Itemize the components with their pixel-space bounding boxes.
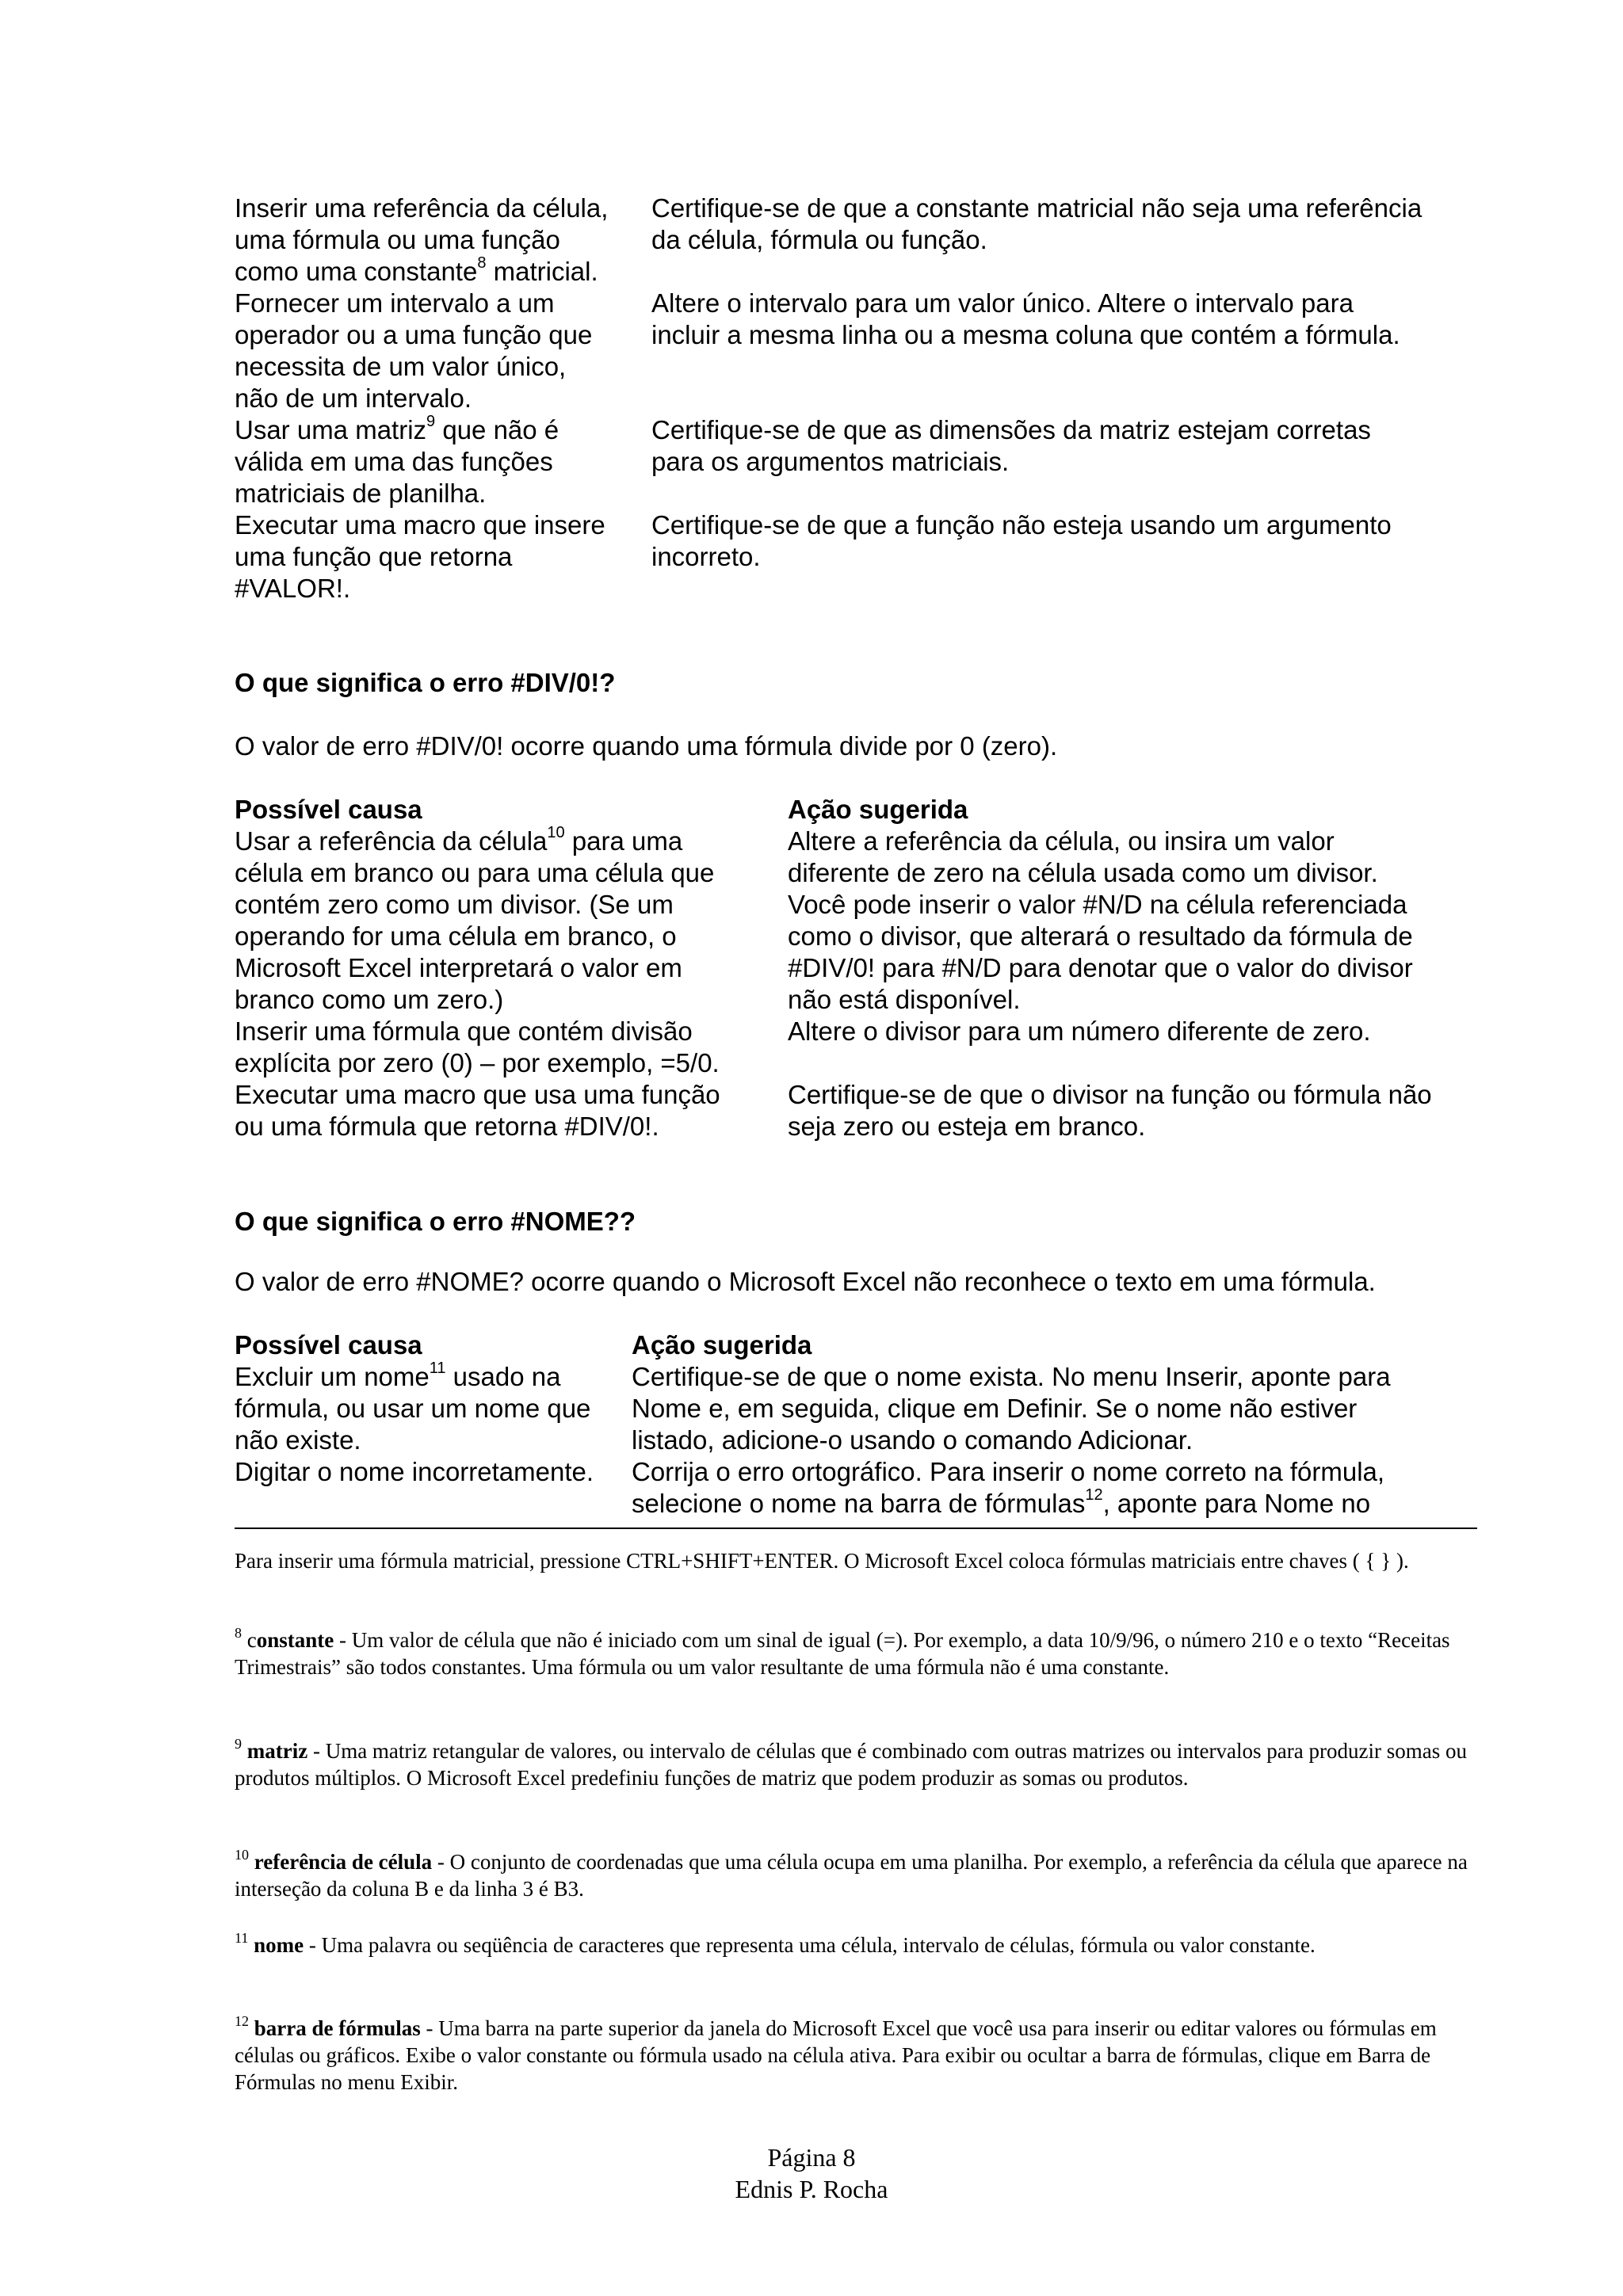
table-row-4-cause: Executar uma macro que insere uma função que retorna #VALOR!.: [235, 510, 605, 603]
footnote-11: [235, 1932, 1487, 1958]
table-row-2-action: Altere o intervalo para um valor único. Altere o intervalo para incluir a mesma linha ou a mesma coluna que contém a fórmula.: [651, 288, 1400, 349]
footnote-term: onstante: [256, 1628, 334, 1652]
footnote-10: [235, 1848, 1487, 1902]
div0-action-3: Certifique-se de que o divisor na função ou fórmula não seja zero ou esteja em branco.: [788, 1080, 1432, 1141]
table-row-1-action: Certifique-se de que a constante matricial não seja uma referência da célula, fórmula ou função.: [651, 193, 1423, 254]
action-text: Corrija o erro ortográfico. Para inserir o nome correto na fórmula, selecione o nome na barra de fórmulas: [632, 1457, 1385, 1518]
footnote-text: - O conjunto de coordenadas que uma célula ocupa em uma planilha. Por exemplo, a referência da célula que aparece na interseção da coluna B e da linha 3 é B3.: [235, 1850, 1468, 1901]
footnote-number: 10: [235, 1847, 249, 1863]
nome-cause-1: [235, 1361, 631, 1456]
table-row-4-action: Certifique-se de que a função não esteja usando um argumento incorreto.: [651, 510, 1392, 571]
footnote-term-lead: c: [246, 1628, 257, 1652]
footnote-text: - Uma matriz retangular de valores, ou intervalo de células que é combinado com outras matrizes ou intervalos para produzir somas ou produtos múltiplos. O Microsoft Excel predefiniu funções de matriz que podem produzir as somas ou produtos.: [235, 1739, 1467, 1790]
cause-text-tail: matricial.: [486, 257, 598, 286]
table-row-3-action: Certifique-se de que as dimensões da matriz estejam corretas para os argumentos matriciais.: [651, 415, 1371, 476]
footnote-ref: 12: [1085, 1486, 1103, 1504]
cause-text-tail: que não é válida em uma das funções matriciais de planilha.: [235, 415, 559, 508]
div0-cause-3: Executar uma macro que usa uma função ou uma fórmula que retorna #DIV/0!.: [235, 1080, 720, 1141]
section-heading-nome: O que significa o erro #NOME??: [235, 1207, 636, 1236]
footnote-term: barra de fórmulas: [254, 2016, 421, 2040]
footnote-12: [235, 2015, 1487, 2096]
column-header-action: Ação sugerida: [632, 1330, 812, 1360]
section-intro-div0: O valor de erro #DIV/0! ocorre quando uma fórmula divide por 0 (zero).: [235, 731, 1058, 761]
footnote-number: 12: [235, 2013, 249, 2029]
nome-action-1: Certifique-se de que o nome exista. No menu Inserir, aponte para Nome e, em seguida, clique em Definir. Se o nome não estiver listado, adicione-o usando o comando Adicionar.: [632, 1362, 1391, 1455]
footnote-text: - Uma palavra ou seqüência de caracteres que representa uma célula, intervalo de células, fórmula ou valor constante.: [304, 1933, 1316, 1957]
footnote-ref: 10: [547, 824, 565, 841]
footnote-term: nome: [254, 1933, 304, 1957]
footnote-8: [235, 1627, 1487, 1680]
column-header-cause: Possível causa: [235, 795, 422, 824]
div0-cause-2: Inserir uma fórmula que contém divisão explícita por zero (0) – por exemplo, =5/0.: [235, 1016, 720, 1077]
cause-text-tail: usado na fórmula, ou usar um nome que não existe.: [235, 1362, 591, 1455]
footnote-term: referência de célula: [254, 1850, 433, 1874]
nome-action-2: [632, 1456, 1495, 1520]
footnote-ref: 11: [429, 1360, 446, 1377]
page-number: Página 8: [767, 2143, 856, 2172]
footnote-ref: 9: [426, 413, 436, 430]
author-name: Ednis P. Rocha: [735, 2175, 888, 2203]
table-row-3-cause: [235, 414, 647, 509]
footnote-ref: 8: [477, 254, 487, 272]
footnote-9: [235, 1737, 1487, 1791]
section-heading-div0: O que significa o erro #DIV/0!?: [235, 668, 616, 697]
action-text-tail: , aponte para Nome no: [1102, 1489, 1371, 1518]
div0-action-1: Altere a referência da célula, ou insira um valor diferente de zero na célula usada como um divisor. Você pode inserir o valor #N/D na célula referenciada como o divisor, que alterará o resultado da fórmula de #DIV/0! para #N/D para denotar que o valor do divisor não está disponível.: [788, 826, 1413, 1014]
footnote-text: - Um valor de célula que não é iniciado com um sinal de igual (=). Por exemplo, a data 10/9/96, o número 210 e o texto “Receitas Trimestrais” são todos constantes. Uma fórmula ou um valor resultante de uma fórmula não é uma constante.: [235, 1628, 1450, 1679]
column-header-action: Ação sugerida: [788, 795, 968, 824]
cause-text-tail: para uma célula em branco ou para uma célula que contém zero como um divisor. (Se um operando for uma célula em branco, o Microsoft Excel interpretará o valor em branco como um zero.): [235, 826, 715, 1014]
footnote-number: 8: [235, 1625, 242, 1641]
footnote-term: matriz: [246, 1739, 308, 1763]
table-row-2-cause: Fornecer um intervalo a um operador ou a uma função que necessita de um valor único, não de um intervalo.: [235, 288, 593, 413]
div0-cause-1: [235, 826, 781, 1016]
footnote-text: - Uma barra na parte superior da janela do Microsoft Excel que você usa para inserir ou editar valores ou fórmulas em células ou gráficos. Exibe o valor constante ou fórmula usado na célula ativa. Para exibir ou ocultar a barra de fórmulas, clique em Barra de Fórmulas no menu Exibir.: [235, 2016, 1437, 2094]
footnote-continuation: Para inserir uma fórmula matricial, pressione CTRL+SHIFT+ENTER. O Microsoft Excel coloca fórmulas matriciais entre chaves ( { } ).: [235, 1549, 1409, 1573]
nome-cause-2: Digitar o nome incorretamente.: [235, 1457, 594, 1486]
table-row-1-cause: [235, 193, 647, 288]
footnote-number: 9: [235, 1736, 242, 1752]
cause-text: Inserir uma referência da célula, uma fórmula ou uma função como uma constante: [235, 193, 609, 286]
cause-text: Usar a referência da célula: [235, 826, 548, 856]
column-header-cause: Possível causa: [235, 1330, 422, 1360]
footnote-separator: [235, 1527, 1477, 1529]
cause-text: Usar uma matriz: [235, 415, 427, 444]
section-intro-nome: O valor de erro #NOME? ocorre quando o Microsoft Excel não reconhece o texto em uma fórmula.: [235, 1267, 1376, 1296]
cause-text: Excluir um nome: [235, 1362, 430, 1391]
footnote-number: 11: [235, 1930, 249, 1946]
div0-action-2: Altere o divisor para um número diferente de zero.: [788, 1016, 1371, 1046]
